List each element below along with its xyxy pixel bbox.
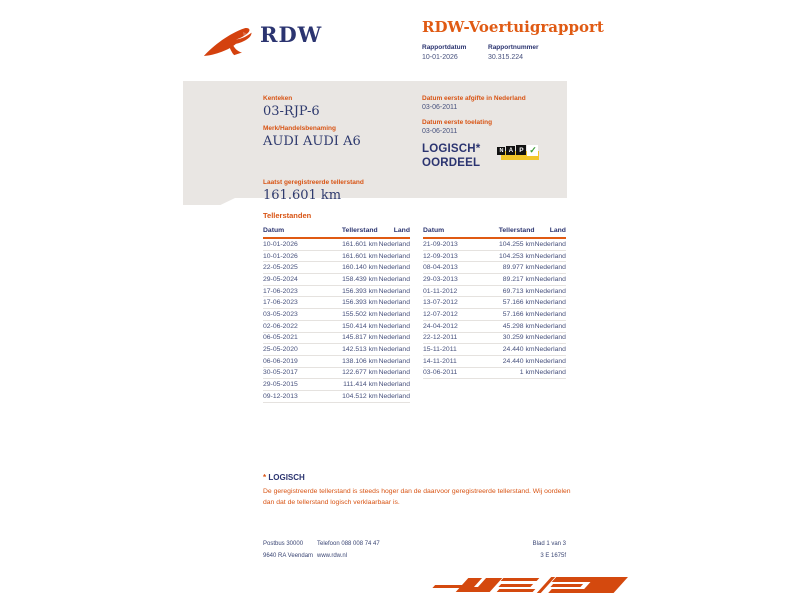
footer-address-line1: Postbus 30000 (263, 541, 304, 547)
cell-land: Nederland (378, 392, 410, 400)
cell-land: Nederland (378, 287, 410, 295)
table-row (423, 333, 566, 345)
cell-datum: 06-06-2019 (263, 357, 298, 365)
cell-datum: 22-12-2011 (423, 334, 458, 342)
nap-check-icon: ✓ (529, 145, 537, 155)
rdw-feather-icon (203, 26, 255, 60)
cell-datum: 29-05-2024 (263, 275, 298, 283)
oordeel-line1: LOGISCH* (422, 143, 481, 155)
cell-datum: 29-05-2015 (263, 381, 298, 389)
footer-page-number: Blad 1 van 3 (532, 541, 566, 547)
cell-land: Nederland (534, 264, 566, 272)
eerste-afgifte-label: Datum eerste afgifte in Nederland (422, 95, 526, 102)
cell-land: Nederland (378, 346, 410, 354)
footer-phone: Telefoon 088 008 74 47 (317, 541, 380, 547)
logisch-footnote (263, 473, 575, 508)
table-row (263, 321, 410, 333)
cell-tellerstand: 89.977 km (502, 264, 535, 272)
cell-datum: 10-01-2026 (263, 240, 298, 248)
table-row (423, 286, 566, 298)
cell-land: Nederland (534, 252, 566, 260)
report-title: RDW-Voertuigrapport (422, 18, 604, 36)
eerste-toelating-value: 03-06-2011 (422, 128, 458, 135)
summary-right-column (422, 95, 572, 170)
footnote-title: LOGISCH (268, 473, 305, 482)
cell-tellerstand: 24.440 km (502, 357, 535, 365)
speed-stripes-graphic (428, 575, 623, 598)
report-date-block (422, 44, 474, 61)
table-row (423, 344, 566, 356)
cell-land: Nederland (534, 357, 566, 365)
cell-datum: 01-11-2012 (423, 287, 458, 295)
footer-contact (317, 541, 380, 565)
cell-land: Nederland (378, 310, 410, 318)
table-row (263, 379, 410, 391)
cell-tellerstand: 1 km (519, 369, 535, 377)
report-number-block (488, 44, 539, 61)
cell-land: Nederland (378, 240, 410, 248)
merk-value: AUDI AUDI A6 (263, 134, 361, 149)
table-row (263, 251, 410, 263)
kenteken-label: Kenteken (263, 95, 293, 102)
cell-land: Nederland (534, 346, 566, 354)
cell-tellerstand: 158.439 km (342, 275, 378, 283)
table-row (423, 239, 566, 251)
cell-datum: 03-06-2011 (423, 369, 458, 377)
cell-land: Nederland (378, 334, 410, 342)
report-meta (422, 44, 642, 61)
footer-pageinfo (533, 541, 566, 565)
cell-tellerstand: 161.601 km (342, 240, 378, 248)
cell-land: Nederland (378, 264, 410, 272)
report-date-label: Rapportdatum (422, 44, 467, 51)
cell-tellerstand: 45.298 km (502, 322, 535, 330)
table-row (423, 309, 566, 321)
table-row (263, 368, 410, 380)
footer-website: www.rdw.nl (317, 553, 348, 559)
cell-tellerstand: 156.393 km (342, 299, 378, 307)
cell-tellerstand: 138.106 km (342, 357, 378, 365)
tellerstanden-table-left (263, 227, 410, 403)
table-row (263, 356, 410, 368)
cell-datum: 21-09-2013 (423, 240, 458, 248)
cell-land: Nederland (534, 322, 566, 330)
nap-logo (497, 144, 543, 162)
cell-tellerstand: 155.502 km (342, 310, 378, 318)
table-header (263, 227, 410, 239)
laatste-tellerstand-label: Laatst geregistreerde tellerstand (263, 179, 364, 186)
cell-tellerstand: 104.253 km (498, 252, 535, 260)
cell-land: Nederland (378, 299, 410, 307)
merk-label: Merk/Handelsbenaming (263, 125, 336, 132)
cell-datum: 12-09-2013 (423, 252, 458, 260)
table-row (423, 356, 566, 368)
cell-tellerstand: 161.601 km (342, 252, 378, 260)
cell-tellerstand: 57.166 km (502, 310, 535, 318)
col-datum: Datum (423, 227, 445, 234)
oordeel-text (422, 143, 480, 170)
eerste-toelating-label: Datum eerste toelating (422, 119, 493, 126)
cell-tellerstand: 30.259 km (502, 334, 535, 342)
cell-land: Nederland (378, 252, 410, 260)
table-row (263, 274, 410, 286)
oordeel-block (422, 143, 572, 170)
table-body-left (263, 239, 410, 403)
kenteken-value: 03-RJP-6 (263, 104, 320, 119)
table-row (423, 262, 566, 274)
col-datum: Datum (263, 227, 285, 234)
col-tellerstand: Tellerstand (341, 227, 378, 234)
cell-land: Nederland (534, 310, 566, 318)
cell-datum: 17-06-2023 (263, 287, 298, 295)
cell-land: Nederland (534, 240, 566, 248)
footnote-asterisk: * (263, 473, 267, 482)
tellerstanden-title: Tellerstanden (263, 211, 312, 220)
table-body-right (423, 239, 566, 379)
tellerstanden-table-right (423, 227, 566, 379)
eerste-afgifte-value: 03-06-2011 (422, 104, 458, 111)
cell-datum: 13-07-2012 (423, 299, 458, 307)
cell-land: Nederland (378, 275, 410, 283)
tellerstanden-section (263, 211, 566, 403)
table-row (423, 368, 566, 380)
report-number-value: 30.315.224 (488, 54, 524, 61)
table-header (423, 227, 566, 239)
table-row (423, 251, 566, 263)
cell-tellerstand: 89.217 km (502, 275, 535, 283)
footer-address (263, 541, 313, 565)
cell-datum: 10-01-2026 (263, 252, 298, 260)
cell-tellerstand: 111.414 km (343, 381, 378, 389)
table-row (263, 309, 410, 321)
cell-datum: 17-06-2023 (263, 299, 298, 307)
cell-land: Nederland (534, 275, 566, 283)
footer-doc-code: 3 E 1675f (540, 553, 566, 559)
table-row (263, 391, 410, 403)
laatste-tellerstand-value: 161.601 km (263, 188, 342, 203)
table-row (263, 286, 410, 298)
cell-tellerstand: 122.677 km (342, 369, 378, 377)
summary-left-column (263, 95, 413, 209)
cell-datum: 29-03-2013 (423, 275, 458, 283)
col-tellerstand: Tellerstand (498, 227, 535, 234)
cell-tellerstand: 142.513 km (342, 346, 378, 354)
cell-land: Nederland (378, 322, 410, 330)
cell-tellerstand: 24.440 km (502, 346, 535, 354)
table-row (263, 297, 410, 309)
rdw-logo (203, 22, 322, 60)
cell-datum: 25-05-2020 (263, 346, 298, 354)
report-date-value: 10-01-2026 (422, 54, 458, 61)
table-row (423, 297, 566, 309)
cell-datum: 14-11-2011 (423, 357, 457, 365)
table-row (263, 333, 410, 345)
cell-tellerstand: 145.817 km (342, 334, 378, 342)
cell-tellerstand: 104.512 km (342, 392, 378, 400)
cell-datum: 09-12-2013 (263, 392, 298, 400)
cell-tellerstand: 104.255 km (498, 240, 535, 248)
cell-land: Nederland (534, 334, 566, 342)
footnote-text: De geregistreerde tellerstand is steeds hoger dan de daarvoor geregistreerde tellerstand. Wij oordelen dan dat de tellerstand logisch verklaarbaar is. (263, 488, 571, 506)
nap-letter-p: P (516, 145, 526, 155)
footnote-heading (263, 473, 575, 482)
cell-datum: 06-05-2021 (263, 334, 298, 342)
cell-datum: 30-05-2017 (263, 369, 298, 377)
cell-tellerstand: 57.166 km (502, 299, 535, 307)
cell-tellerstand: 160.140 km (342, 264, 378, 272)
cell-tellerstand: 156.393 km (342, 287, 378, 295)
nap-letter-n: N (497, 147, 505, 155)
col-land: Land (549, 227, 566, 234)
footer-address-line2: 9640 RA Veendam (263, 553, 314, 559)
rdw-logo-text: RDW (260, 22, 323, 47)
nap-letter-a: A (506, 146, 515, 155)
cell-datum: 15-11-2011 (423, 346, 457, 354)
oordeel-line2: OORDEEL (422, 156, 481, 169)
cell-land: Nederland (534, 299, 566, 307)
cell-datum: 24-04-2012 (423, 322, 458, 330)
report-header (422, 18, 642, 61)
table-row (263, 262, 410, 274)
cell-land: Nederland (378, 369, 410, 377)
cell-land: Nederland (378, 381, 410, 389)
cell-datum: 12-07-2012 (423, 310, 458, 318)
cell-datum: 03-05-2023 (263, 310, 298, 318)
col-land: Land (393, 227, 410, 234)
cell-tellerstand: 150.414 km (342, 322, 378, 330)
cell-datum: 08-04-2013 (423, 264, 458, 272)
cell-datum: 22-05-2025 (263, 264, 298, 272)
cell-tellerstand: 69.713 km (502, 287, 535, 295)
table-row (263, 239, 410, 251)
summary-panel-tab (183, 198, 235, 205)
cell-land: Nederland (378, 357, 410, 365)
table-row (263, 344, 410, 356)
cell-land: Nederland (534, 369, 566, 377)
cell-datum: 02-06-2022 (263, 322, 298, 330)
table-row (423, 321, 566, 333)
cell-land: Nederland (534, 287, 566, 295)
table-row (423, 274, 566, 286)
report-number-label: Rapportnummer (488, 44, 539, 51)
